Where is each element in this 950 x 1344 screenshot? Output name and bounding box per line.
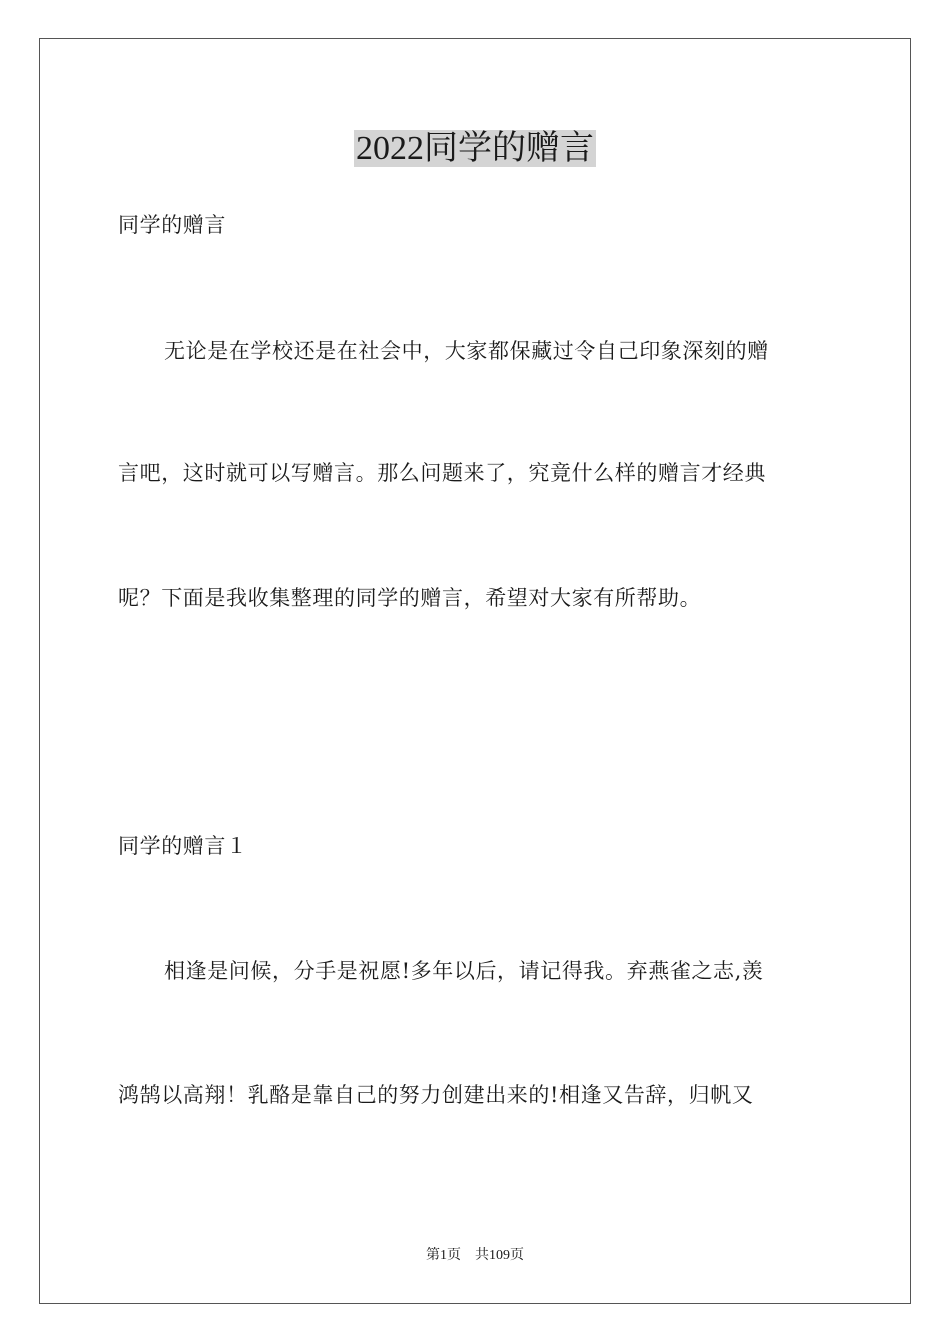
paragraph-line: 无论是在学校还是在社会中，大家都保藏过令自己印象深刻的赠 — [164, 339, 769, 363]
page-footer — [0, 1246, 950, 1266]
paragraph-line: 言吧，这时就可以写赠言。那么问题来了，究竟什么样的赠言才经典 — [118, 461, 766, 485]
page-number: 第1页 — [426, 1248, 461, 1263]
document-title — [0, 128, 950, 169]
document-title-text: 2022同学的赠言 — [356, 130, 594, 167]
section-heading: 同学的赠言 — [118, 213, 226, 237]
page-total: 共109页 — [475, 1248, 524, 1263]
paragraph-line: 相逢是问候，分手是祝愿!多年以后，请记得我。弃燕雀之志,羡 — [164, 959, 764, 983]
paragraph-line: 呢？下面是我收集整理的同学的赠言，希望对大家有所帮助。 — [118, 586, 702, 610]
section-heading: 同学的赠言１ — [118, 834, 248, 858]
paragraph-line: 鸿鹄以高翔！乳酪是靠自己的努力创建出来的!相逢又告辞，归帆又 — [118, 1083, 754, 1107]
